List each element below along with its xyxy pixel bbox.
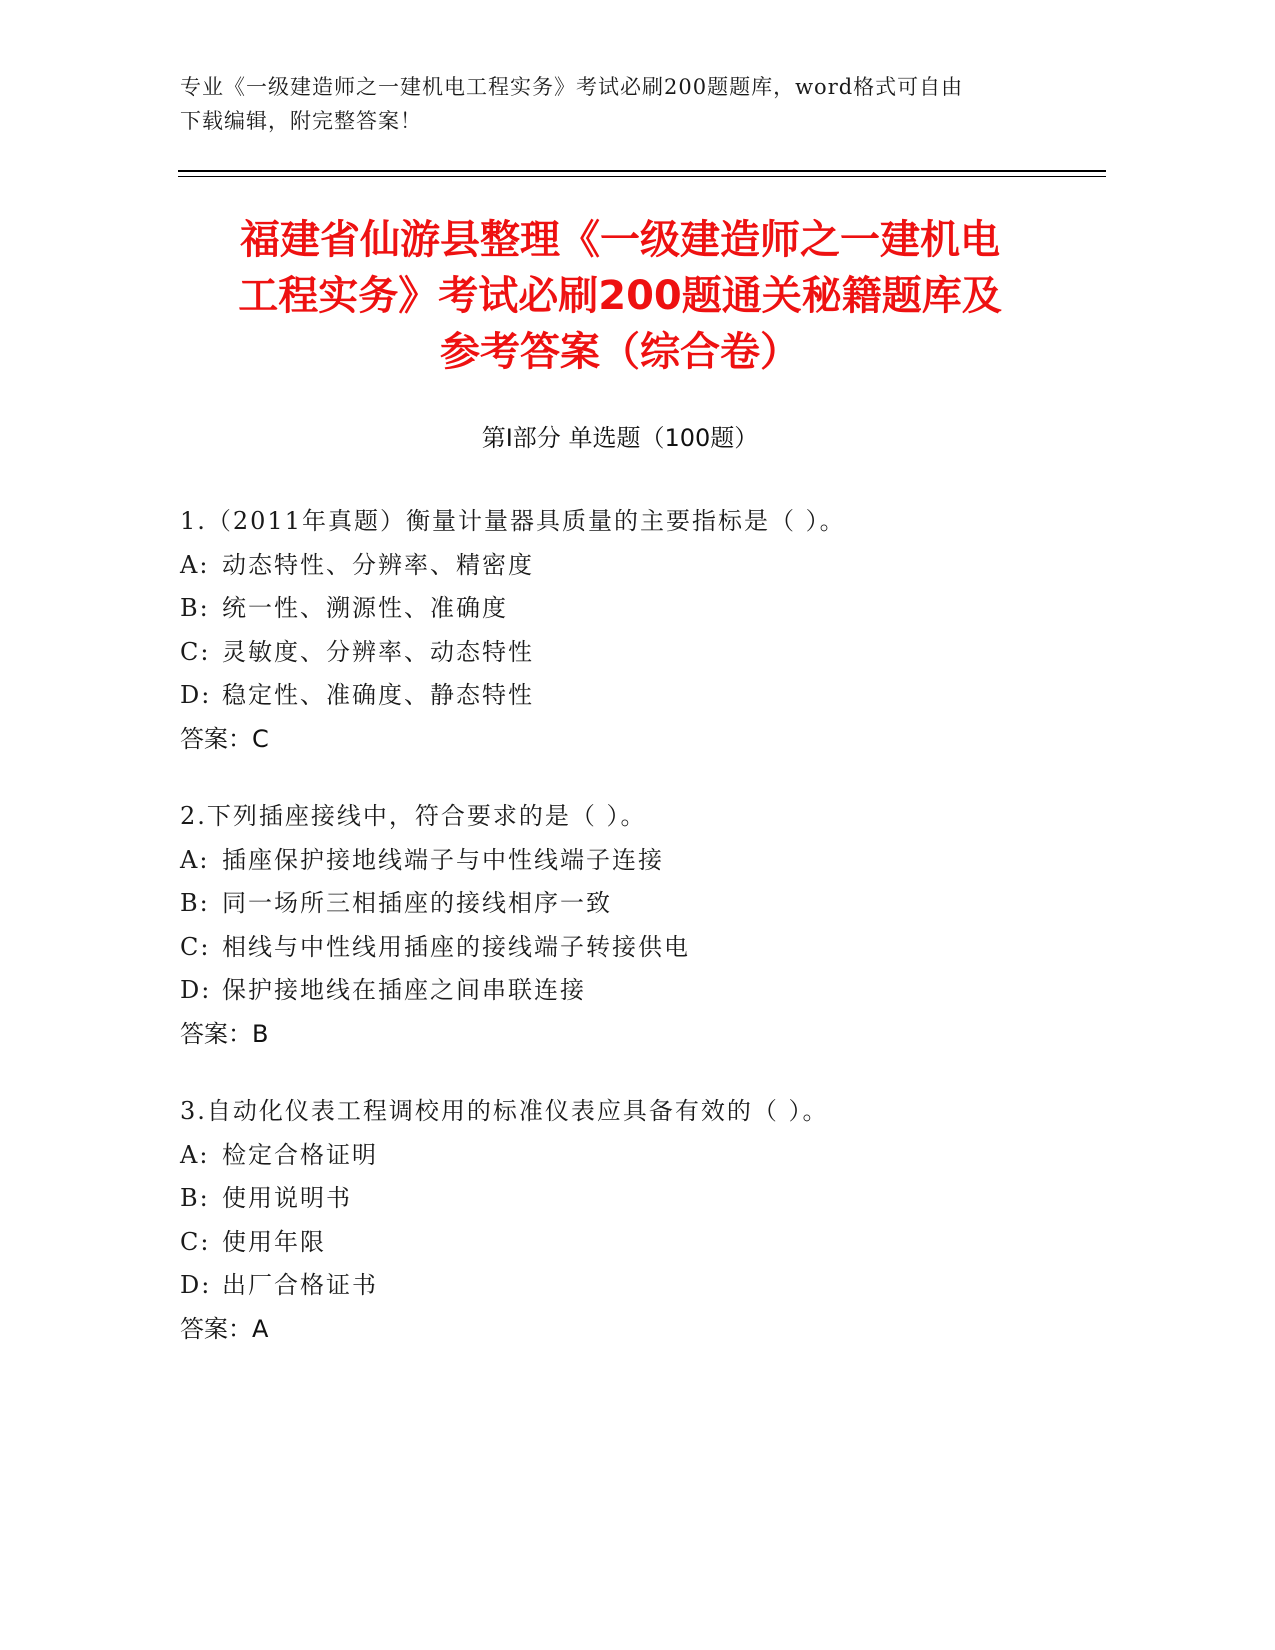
option-text: 使用说明书	[222, 1184, 352, 1212]
option-c	[180, 926, 1080, 970]
option-d	[180, 969, 1080, 1013]
question-stem: 2.下列插座接线中，符合要求的是（ ）。	[180, 802, 647, 830]
option-text: 使用年限	[222, 1227, 326, 1256]
option-key: B:	[180, 889, 210, 917]
option-a	[180, 839, 1080, 883]
header-note-line-2: 下载编辑，附完整答案！	[180, 109, 422, 133]
header-divider-thin	[178, 176, 1106, 177]
document-title	[180, 212, 1060, 380]
option-key: D:	[180, 1271, 212, 1299]
answer: 答案：C	[180, 724, 269, 753]
option-text: 检定合格证明	[222, 1140, 378, 1169]
option-key: A:	[180, 1140, 210, 1169]
option-b	[180, 1177, 1080, 1221]
option-text: 保护接地线在插座之间串联连接	[222, 976, 586, 1004]
document-title-line-1: 福建省仙游县整理《一级建造师之一建机电	[240, 217, 1000, 263]
option-text: 出厂合格证书	[222, 1271, 378, 1299]
option-key: D:	[180, 681, 212, 709]
answer: 答案：B	[180, 1019, 269, 1048]
option-key: A:	[180, 845, 210, 874]
option-c	[180, 1221, 1080, 1265]
option-key: C:	[180, 637, 211, 666]
document-title-line-2: 工程实务》考试必刷200题通关秘籍题库及	[238, 273, 1002, 319]
option-key: D:	[180, 976, 212, 1004]
question-list	[180, 500, 1080, 1385]
header-note-line-1: 专业《一级建造师之一建机电工程实务》考试必刷200题题库，word格式可自由	[180, 75, 964, 99]
option-a	[180, 544, 1080, 588]
header-note	[180, 70, 1060, 138]
option-d	[180, 674, 1080, 718]
document-title-line-3: 参考答案（综合卷）	[440, 329, 800, 375]
option-key: B:	[180, 1184, 210, 1212]
option-text: 相线与中性线用插座的接线端子转接供电	[222, 932, 690, 961]
option-b	[180, 587, 1080, 631]
header-divider-thick	[178, 170, 1106, 172]
question-stem: 1.（2011年真题）衡量计量器具质量的主要指标是（ ）。	[180, 507, 846, 535]
answer: 答案：A	[180, 1314, 269, 1343]
option-key: B:	[180, 594, 210, 622]
option-key: C:	[180, 932, 211, 961]
question-stem: 3.自动化仪表工程调校用的标准仪表应具备有效的（ ）。	[180, 1097, 829, 1125]
section-title: 第Ⅰ部分 单选题（100题）	[481, 424, 759, 452]
question-3	[180, 1090, 1080, 1351]
option-key: A:	[180, 550, 210, 579]
option-c	[180, 631, 1080, 675]
option-text: 稳定性、准确度、静态特性	[222, 681, 534, 709]
option-text: 灵敏度、分辨率、动态特性	[222, 637, 534, 666]
option-a	[180, 1134, 1080, 1178]
option-text: 统一性、溯源性、准确度	[222, 594, 508, 622]
option-text: 插座保护接地线端子与中性线端子连接	[222, 845, 664, 874]
question-1	[180, 500, 1080, 761]
option-text: 动态特性、分辨率、精密度	[222, 550, 534, 579]
option-d	[180, 1264, 1080, 1308]
question-2	[180, 795, 1080, 1056]
option-b	[180, 882, 1080, 926]
option-key: C:	[180, 1227, 211, 1256]
option-text: 同一场所三相插座的接线相序一致	[222, 889, 612, 917]
